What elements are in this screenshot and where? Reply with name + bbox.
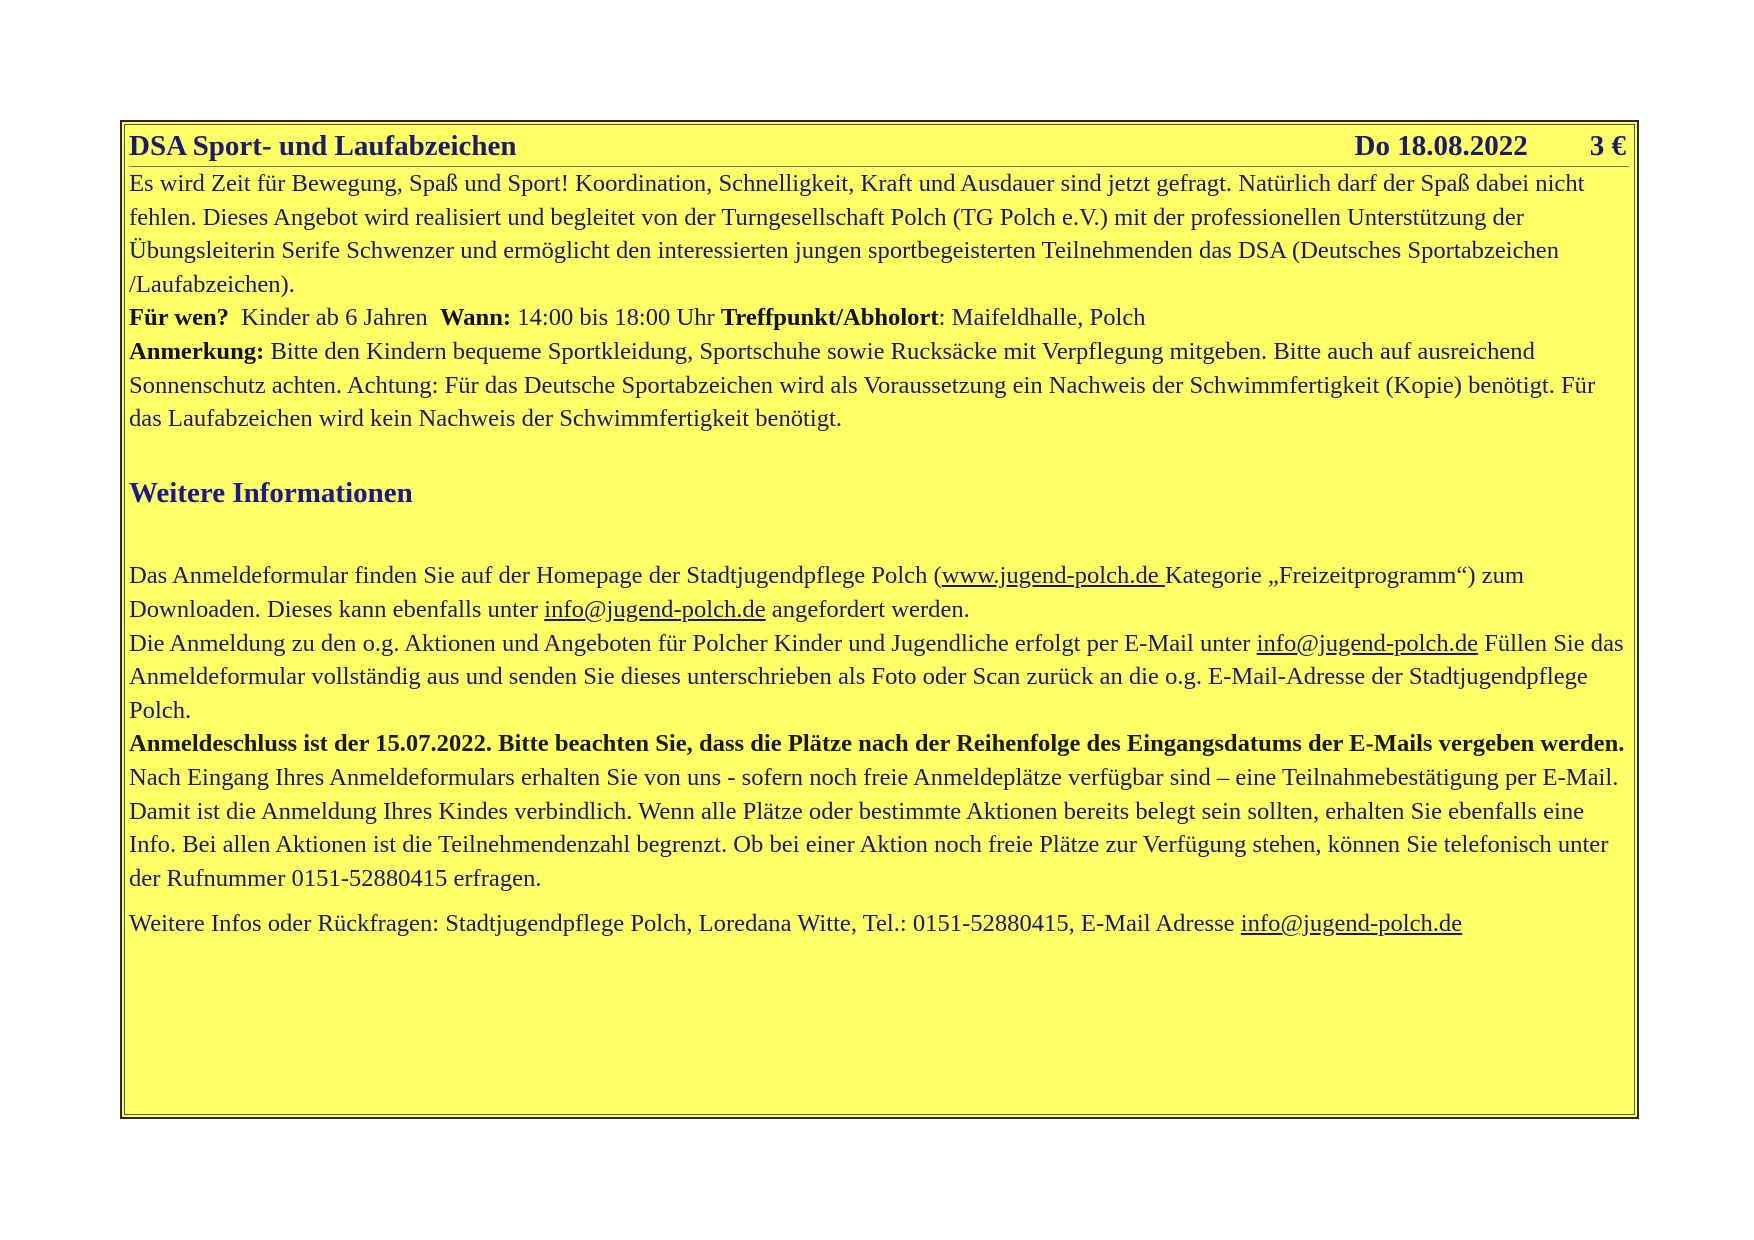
event-content: [126, 126, 1633, 1113]
spacer: [129, 436, 1629, 470]
place-label: Treffpunkt/Abholort: [720, 304, 939, 332]
event-price: 3 €: [1589, 130, 1626, 162]
event-description: Es wird Zeit für Bewegung, Spaß und Sport! Koordination, Schnelligkeit, Kraft und Ausdauer sind jetzt gefragt. Natürlich darf der Spaß dabei nicht fehlen. Dieses Angebot wird realisiert und begleitet von der Turngesellschaft Polch (TG Polch e.V.) mit der professionellen Unterstützung der Übungsleiterin Serife Schwenzer und ermöglicht den interessierten jungen sportbegeisterten Teilnehmenden das DSA (Deutsches Sportabzeichen /Laufabzeichen).: [129, 170, 1585, 298]
email-link[interactable]: info@jugend-polch.de: [1240, 910, 1463, 938]
email-link[interactable]: info@jugend-polch.de: [1256, 629, 1479, 657]
event-box: [120, 120, 1639, 1119]
when-label: Wann:: [440, 304, 512, 332]
info-heading: Weitere Informationen: [129, 477, 413, 510]
who-value: Kinder ab 6 Jahren: [241, 304, 428, 332]
event-note: [129, 335, 1629, 436]
event-details: [129, 301, 1629, 335]
deadline-text: Nach Eingang Ihres Anmeldeformulars erhalten Sie von uns - sofern noch freie Anmeldeplätze verfügbar sind – eine Teilnahmebestätigung per E-Mail. Damit ist die Anmeldung Ihres Kindes verbindlich. Wenn alle Plätze oder bestimmte Aktionen bereits belegt sein sollten, erhalten Sie ebenfalls eine Info. Bei allen Aktionen ist die Teilnehmendenzahl begrenzt. Ob bei einer Aktion noch freie Plätze zur Verfügung stehen, können Sie telefonisch unter der Rufnummer 0151-52880415 erfragen.: [129, 763, 1619, 892]
event-header: [129, 130, 1629, 167]
info-p2-text-a: Die Anmeldung zu den o.g. Aktionen und Angeboten für Polcher Kinder und Jugendliche erfolgt per E-Mail unter: [129, 629, 1257, 657]
note-text: Bitte den Kindern bequeme Sportkleidung, Sportschuhe sowie Rucksäcke mit Verpflegung mitgeben. Bitte auch auf ausreichend Sonnenschutz achten. Achtung: Für das Deutsche Sportabzeichen wird als Voraussetzung ein Nachweis der Schwimmfertigkeit (Kopie) benötigt. Für das Laufabzeichen wird kein Nachweis der Schwimmfertigkeit benötigt.: [129, 337, 1596, 433]
note-label: Anmerkung:: [129, 337, 265, 365]
info-p2-text-b: Füllen Sie das Anmeldeformular vollständig aus und senden Sie dieses unterschrieben als Foto oder Scan zurück an die o.g. E-Mail-Adresse der Stadtjugendpflege Polch.: [129, 629, 1624, 724]
info-paragraph-registration: [129, 627, 1629, 728]
info-p1-text-b: Kategorie „Freizeitprogramm“) zum Downloaden. Dieses kann ebenfalls unter: [129, 562, 1525, 623]
when-value: 14:00 bis 18:00 Uhr: [517, 304, 715, 332]
info-paragraph-deadline: [129, 727, 1629, 895]
info-p1-text-c: angefordert werden.: [765, 595, 970, 623]
info-p1-text-a: Das Anmeldeformular finden Sie auf der Homepage der Stadtjugendpflege Polch (: [129, 562, 942, 590]
homepage-link[interactable]: www.jugend-polch.de: [941, 562, 1165, 590]
deadline-bold-text: Anmeldeschluss ist der 15.07.2022. Bitte beachten Sie, dass die Plätze nach der Reihenfolge des Eingangsdatums der E-Mails vergeben werden.: [129, 730, 1625, 758]
email-link[interactable]: info@jugend-polch.de: [544, 595, 766, 623]
event-date: Do 18.08.2022: [1354, 130, 1528, 162]
spacer: [129, 511, 1629, 559]
event-title: DSA Sport- und Laufabzeichen: [129, 130, 517, 162]
place-value: : Maifeldhalle, Polch: [938, 304, 1146, 332]
who-label: Für wen?: [129, 304, 229, 332]
info-paragraph-contact: [129, 907, 1629, 941]
contact-text: Weitere Infos oder Rückfragen: Stadtjugendpflege Polch, Loredana Witte, Tel.: 0151-52880415, E-Mail Adresse: [129, 910, 1241, 938]
info-paragraph-form: [129, 559, 1629, 626]
